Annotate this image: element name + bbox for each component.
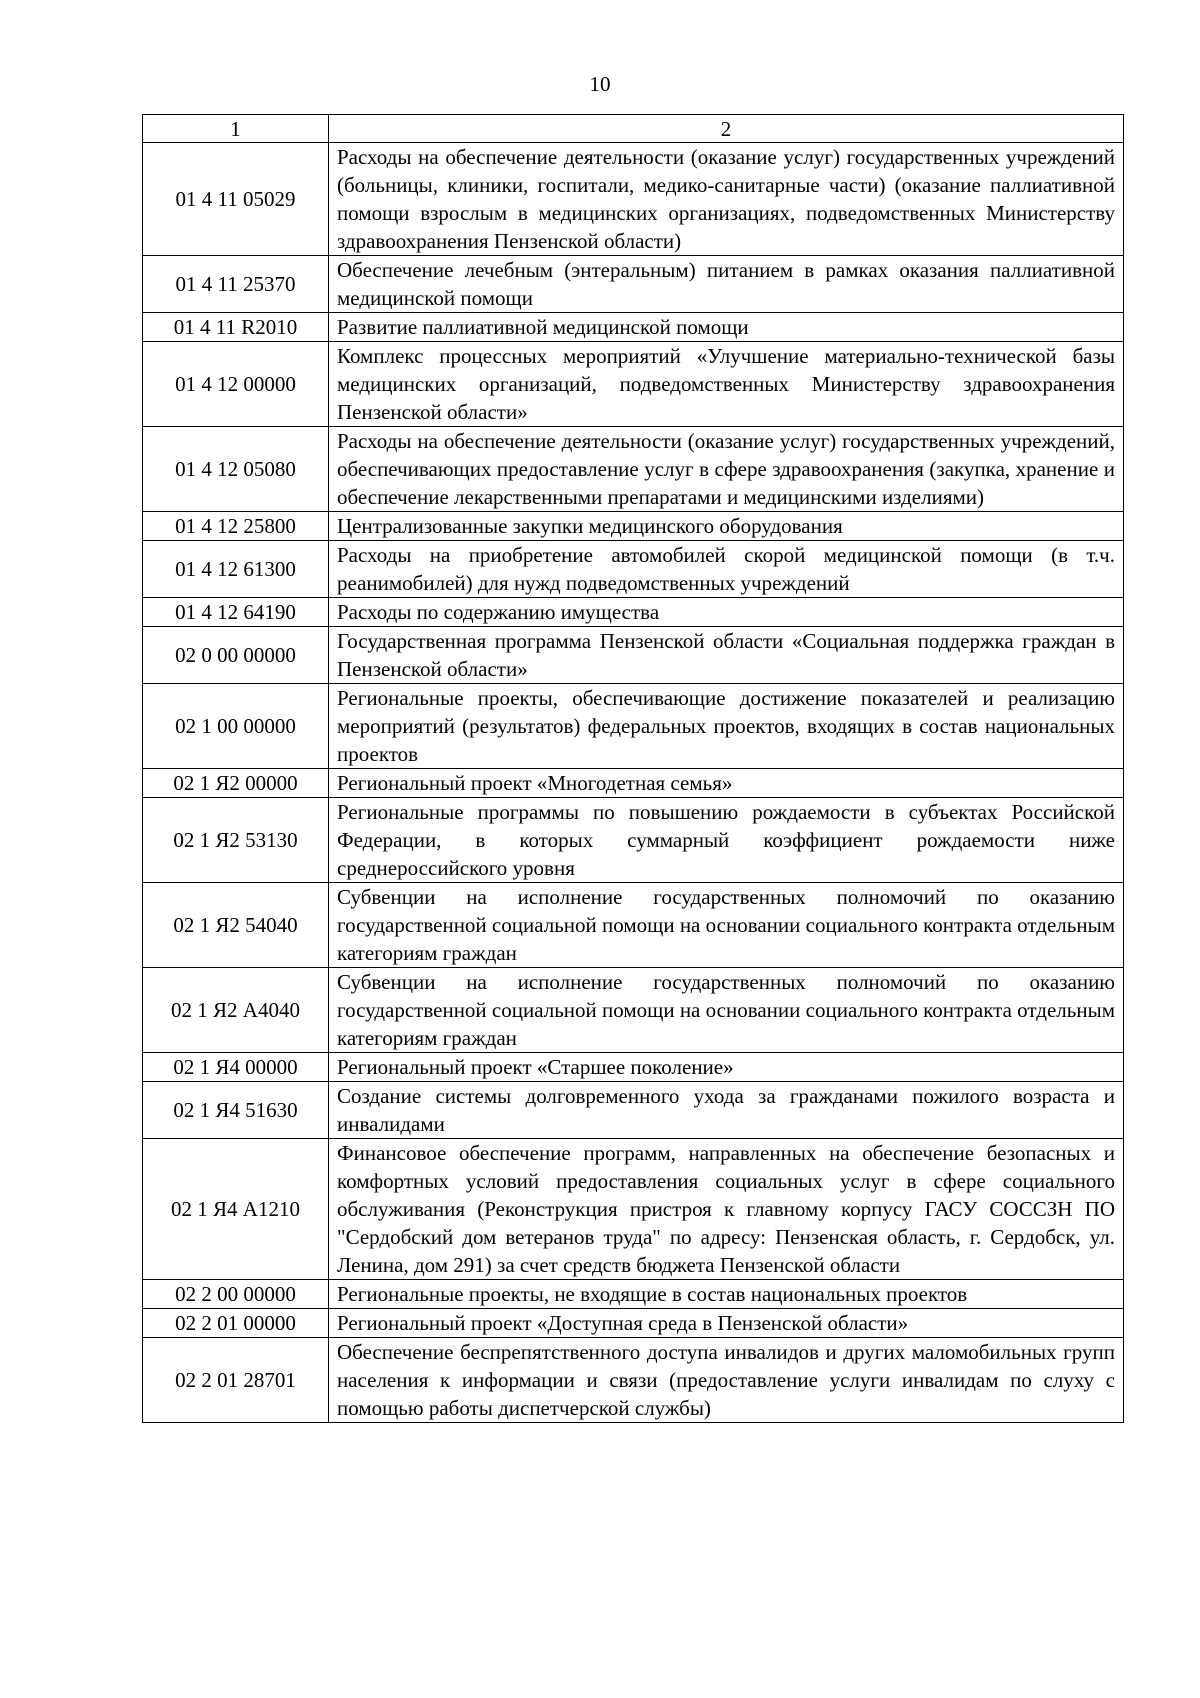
table-row bbox=[143, 1053, 1124, 1082]
row-description: Комплекс процессных мероприятий «Улучшение материально-технической базы медицинских организаций, подведомственных Министерству здравоохранения Пензенской области» bbox=[329, 342, 1124, 427]
table-row bbox=[143, 256, 1124, 313]
table-row bbox=[143, 883, 1124, 968]
table-row bbox=[143, 968, 1124, 1053]
row-description: Расходы по содержанию имущества bbox=[329, 598, 1124, 627]
row-description: Создание системы долговременного ухода за гражданами пожилого возраста и инвалидами bbox=[329, 1082, 1124, 1139]
table-row bbox=[143, 1309, 1124, 1338]
table-header-row bbox=[143, 115, 1124, 143]
row-code: 01 4 12 61300 bbox=[143, 541, 329, 598]
column-header-2: 2 bbox=[329, 115, 1124, 143]
row-description: Государственная программа Пензенской области «Социальная поддержка граждан в Пензенской области» bbox=[329, 627, 1124, 684]
table-row bbox=[143, 1338, 1124, 1423]
row-code: 02 1 Я2 53130 bbox=[143, 798, 329, 883]
row-description: Обеспечение лечебным (энтеральным) питанием в рамках оказания паллиативной медицинской помощи bbox=[329, 256, 1124, 313]
column-header-1: 1 bbox=[143, 115, 329, 143]
row-code: 01 4 11 25370 bbox=[143, 256, 329, 313]
table-row bbox=[143, 798, 1124, 883]
table-row bbox=[143, 143, 1124, 256]
row-code: 01 4 12 05080 bbox=[143, 427, 329, 512]
row-description: Региональные проекты, не входящие в состав национальных проектов bbox=[329, 1280, 1124, 1309]
row-description: Финансовое обеспечение программ, направленных на обеспечение безопасных и комфортных условий предоставления социальных услуг в сфере социального обслуживания (Реконструкция пристроя к главному корпусу ГАСУ СОССЗН ПО "Сердобский дом ветеранов труда" по адресу: Пензенская область, г. Сердобск, ул. Ленина, дом 291) за счет средств бюджета Пензенской области bbox=[329, 1139, 1124, 1280]
row-code: 02 2 01 00000 bbox=[143, 1309, 329, 1338]
table-row bbox=[143, 769, 1124, 798]
table-row bbox=[143, 1082, 1124, 1139]
row-code: 02 0 00 00000 bbox=[143, 627, 329, 684]
row-description: Региональный проект «Многодетная семья» bbox=[329, 769, 1124, 798]
table-row bbox=[143, 684, 1124, 769]
table-row bbox=[143, 342, 1124, 427]
row-code: 02 2 01 28701 bbox=[143, 1338, 329, 1423]
row-description: Субвенции на исполнение государственных полномочий по оказанию государственной социальной помощи на основании социального контракта отдельным категориям граждан bbox=[329, 883, 1124, 968]
row-code: 01 4 12 25800 bbox=[143, 512, 329, 541]
row-description: Централизованные закупки медицинского оборудования bbox=[329, 512, 1124, 541]
budget-classification-table bbox=[142, 114, 1124, 1423]
row-code: 02 1 00 00000 bbox=[143, 684, 329, 769]
table-row bbox=[143, 313, 1124, 342]
table-row bbox=[143, 541, 1124, 598]
table-row bbox=[143, 427, 1124, 512]
table-row bbox=[143, 1139, 1124, 1280]
row-description: Развитие паллиативной медицинской помощи bbox=[329, 313, 1124, 342]
row-code: 02 1 Я4 А1210 bbox=[143, 1139, 329, 1280]
row-description: Расходы на обеспечение деятельности (оказание услуг) государственных учреждений, обеспечивающих предоставление услуг в сфере здравоохранения (закупка, хранение и обеспечение лекарственными препаратами и медицинскими изделиями) bbox=[329, 427, 1124, 512]
table-row bbox=[143, 627, 1124, 684]
row-code: 02 1 Я2 54040 bbox=[143, 883, 329, 968]
row-description: Региональные проекты, обеспечивающие достижение показателей и реализацию мероприятий (результатов) федеральных проектов, входящих в состав национальных проектов bbox=[329, 684, 1124, 769]
row-description: Расходы на приобретение автомобилей скорой медицинской помощи (в т.ч. реанимобилей) для нужд подведомственных учреждений bbox=[329, 541, 1124, 598]
row-description: Расходы на обеспечение деятельности (оказание услуг) государственных учреждений (больницы, клиники, госпитали, медико-санитарные части) (оказание паллиативной помощи взрослым в медицинских организациях, подведомственных Министерству здравоохранения Пензенской области) bbox=[329, 143, 1124, 256]
table-row bbox=[143, 512, 1124, 541]
row-description: Обеспечение беспрепятственного доступа инвалидов и других маломобильных групп населения к информации и связи (предоставление услуги инвалидам по слуху с помощью работы диспетчерской службы) bbox=[329, 1338, 1124, 1423]
row-code: 02 1 Я2 А4040 bbox=[143, 968, 329, 1053]
row-code: 02 1 Я4 51630 bbox=[143, 1082, 329, 1139]
row-code: 01 4 12 00000 bbox=[143, 342, 329, 427]
table-row bbox=[143, 598, 1124, 627]
page-number: 10 bbox=[589, 72, 611, 96]
row-description: Региональный проект «Доступная среда в Пензенской области» bbox=[329, 1309, 1124, 1338]
row-code: 02 1 Я4 00000 bbox=[143, 1053, 329, 1082]
row-code: 02 2 00 00000 bbox=[143, 1280, 329, 1309]
row-code: 02 1 Я2 00000 bbox=[143, 769, 329, 798]
row-code: 01 4 11 R2010 bbox=[143, 313, 329, 342]
row-description: Субвенции на исполнение государственных полномочий по оказанию государственной социальной помощи на основании социального контракта отдельным категориям граждан bbox=[329, 968, 1124, 1053]
row-code: 01 4 12 64190 bbox=[143, 598, 329, 627]
row-code: 01 4 11 05029 bbox=[143, 143, 329, 256]
table-row bbox=[143, 1280, 1124, 1309]
row-description: Региональные программы по повышению рождаемости в субъектах Российской Федерации, в которых суммарный коэффициент рождаемости ниже среднероссийского уровня bbox=[329, 798, 1124, 883]
row-description: Региональный проект «Старшее поколение» bbox=[329, 1053, 1124, 1082]
